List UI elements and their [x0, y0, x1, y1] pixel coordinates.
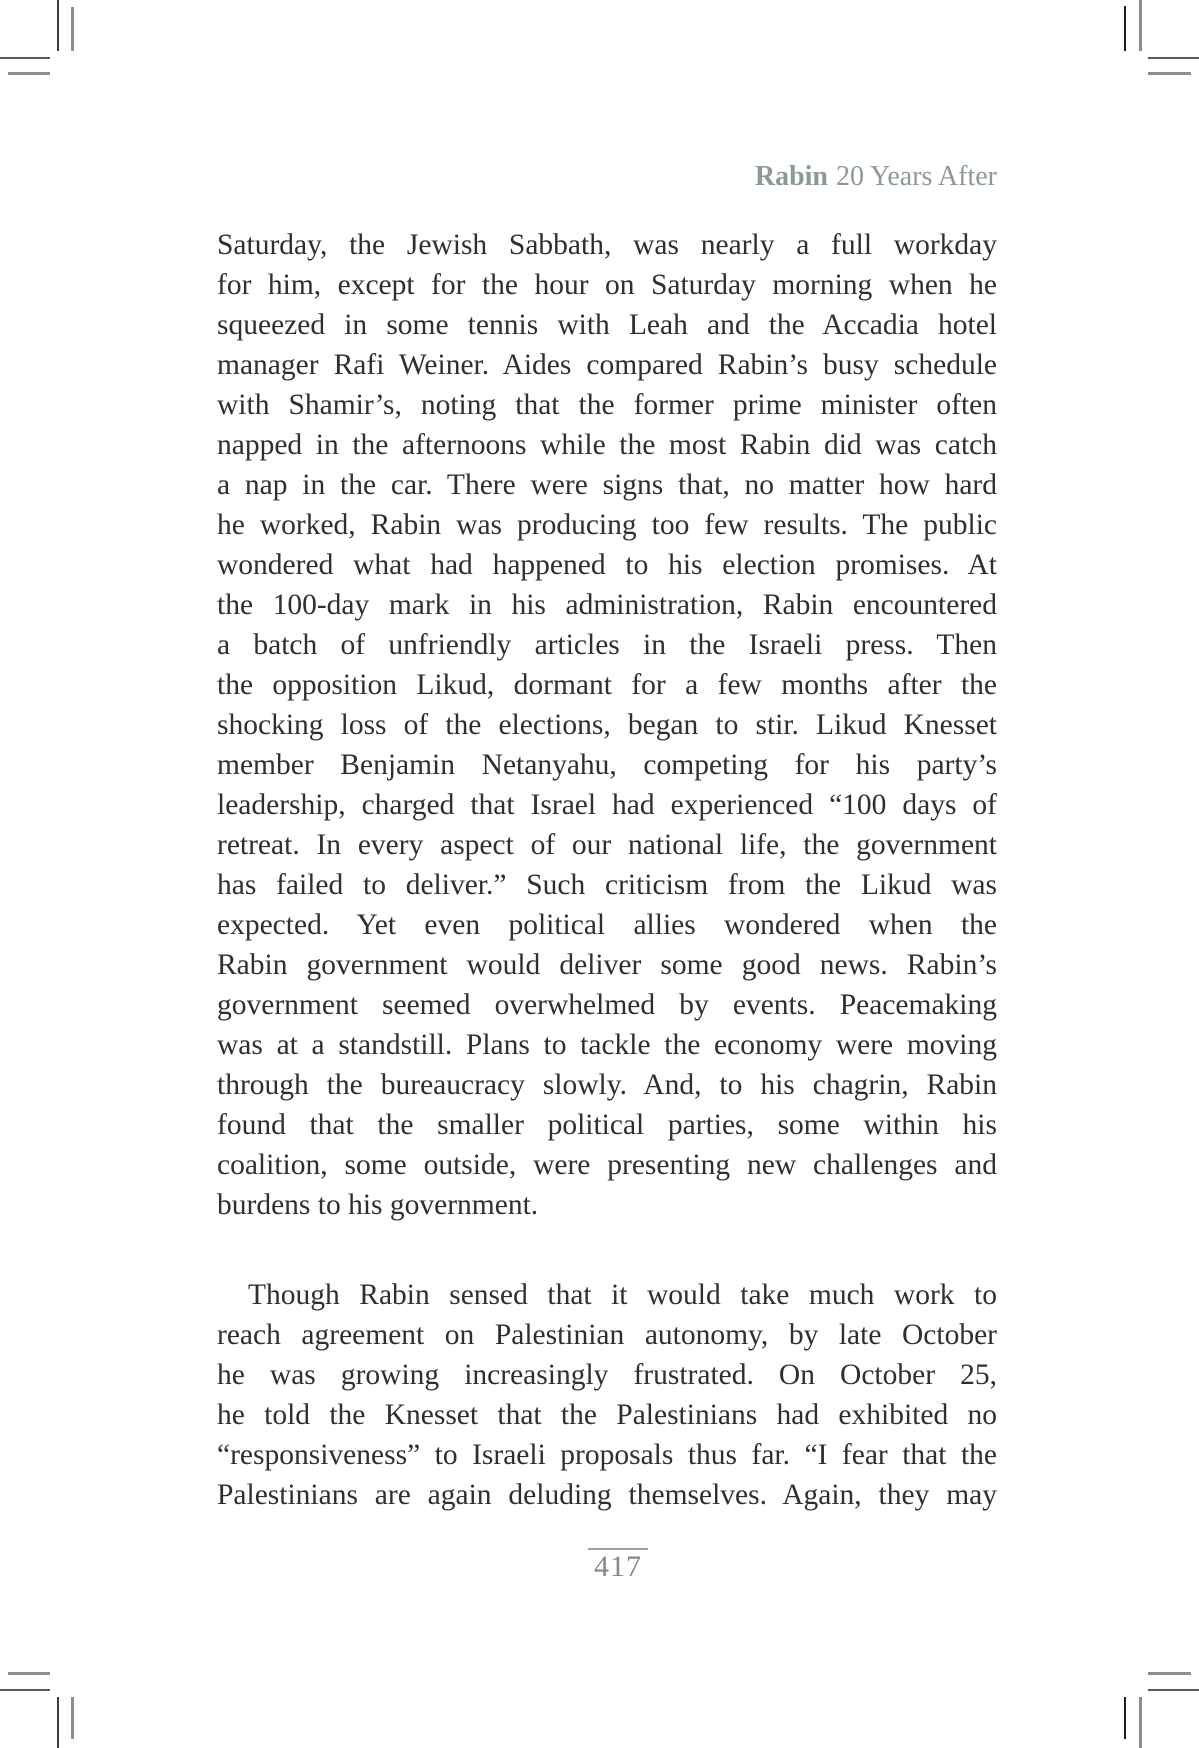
text-line: shocking loss of the elections, began to stir. Likud Knesset [217, 709, 997, 741]
text-line: the 100-day mark in his administration, Rabin encountered [217, 589, 997, 621]
body-paragraph-2 [217, 1275, 997, 1515]
text-line: he worked, Rabin was producing too few results. The public [217, 509, 997, 541]
text-line: for him, except for the hour on Saturday morning when he [217, 269, 997, 301]
page-body-text [217, 225, 997, 1515]
text-line: has failed to deliver.” Such criticism from the Likud was [217, 869, 997, 901]
text-line: he told the Knesset that the Palestinians had exhibited no [217, 1399, 997, 1431]
text-line: napped in the afternoons while the most Rabin did was catch [217, 429, 997, 461]
text-line: expected. Yet even political allies wondered when the [217, 909, 997, 941]
text-line: burdens to his government. [217, 1189, 539, 1221]
text-line: Saturday, the Jewish Sabbath, was nearly a full workday [217, 229, 997, 261]
page-footer [586, 1548, 650, 1582]
crop-mark-top-left-vertical-1 [57, 0, 59, 51]
crop-mark-top-right-vertical-1 [1124, 6, 1126, 51]
text-line: with Shamir’s, noting that the former prime minister often [217, 389, 997, 421]
text-line: leadership, charged that Israel had experienced “100 days of [217, 789, 997, 821]
crop-mark-top-right-vertical-2 [1139, 0, 1142, 51]
text-line: a batch of unfriendly articles in the Israeli press. Then [217, 629, 997, 661]
crop-mark-bottom-right-vertical-2 [1139, 1697, 1142, 1748]
crop-mark-bottom-left-horizontal-2 [0, 1689, 50, 1691]
crop-mark-top-left-horizontal-1 [0, 57, 50, 59]
page-number: 417 [594, 1550, 642, 1583]
text-line: wondered what had happened to his election promises. At [217, 549, 997, 581]
text-line: retreat. In every aspect of our national life, the government [217, 829, 997, 861]
body-paragraph-1 [217, 225, 997, 1225]
text-line: the opposition Likud, dormant for a few months after the [217, 669, 997, 701]
text-line: he was growing increasingly frustrated. On October 25, [217, 1359, 997, 1391]
text-line: “responsiveness” to Israeli proposals thus far. “I fear that the [217, 1439, 997, 1471]
crop-mark-bottom-left-vertical-1 [57, 1697, 59, 1748]
text-line: manager Rafi Weiner. Aides compared Rabin’s busy schedule [217, 349, 997, 381]
text-line: member Benjamin Netanyahu, competing for his party’s [217, 749, 997, 781]
text-line: Rabin government would deliver some good news. Rabin’s [217, 949, 997, 981]
crop-mark-top-left-vertical-2 [71, 7, 74, 51]
crop-mark-top-right-horizontal-2 [1148, 72, 1191, 75]
text-line: coalition, some outside, were presenting new challenges and [217, 1149, 997, 1181]
crop-mark-bottom-right-horizontal-2 [1148, 1689, 1199, 1691]
text-line: was at a standstill. Plans to tackle the economy were moving [217, 1029, 997, 1061]
text-line: Though Rabin sensed that it would take much work to [248, 1279, 997, 1311]
text-line: Palestinians are again deluding themselves. Again, they may [217, 1479, 997, 1511]
text-line: a nap in the car. There were signs that, no matter how hard [217, 469, 997, 501]
crop-mark-top-right-horizontal-1 [1148, 57, 1199, 59]
text-line: reach agreement on Palestinian autonomy, by late October [217, 1319, 997, 1351]
crop-mark-bottom-right-vertical-1 [1124, 1697, 1126, 1739]
running-header-subtitle: 20 Years After [836, 161, 997, 192]
crop-mark-bottom-left-vertical-2 [71, 1697, 74, 1739]
crop-mark-top-left-horizontal-2 [8, 72, 50, 75]
running-header-book-title: Rabin [754, 161, 828, 192]
text-line: found that the smaller political parties, some within his [217, 1109, 997, 1141]
crop-mark-bottom-left-horizontal-1 [8, 1672, 50, 1675]
text-line: government seemed overwhelmed by events. Peacemaking [217, 989, 997, 1021]
crop-mark-bottom-right-horizontal-1 [1148, 1672, 1191, 1675]
text-line: through the bureaucracy slowly. And, to his chagrin, Rabin [217, 1069, 997, 1101]
text-line: squeezed in some tennis with Leah and the Accadia hotel [217, 309, 997, 341]
running-header [755, 163, 997, 191]
